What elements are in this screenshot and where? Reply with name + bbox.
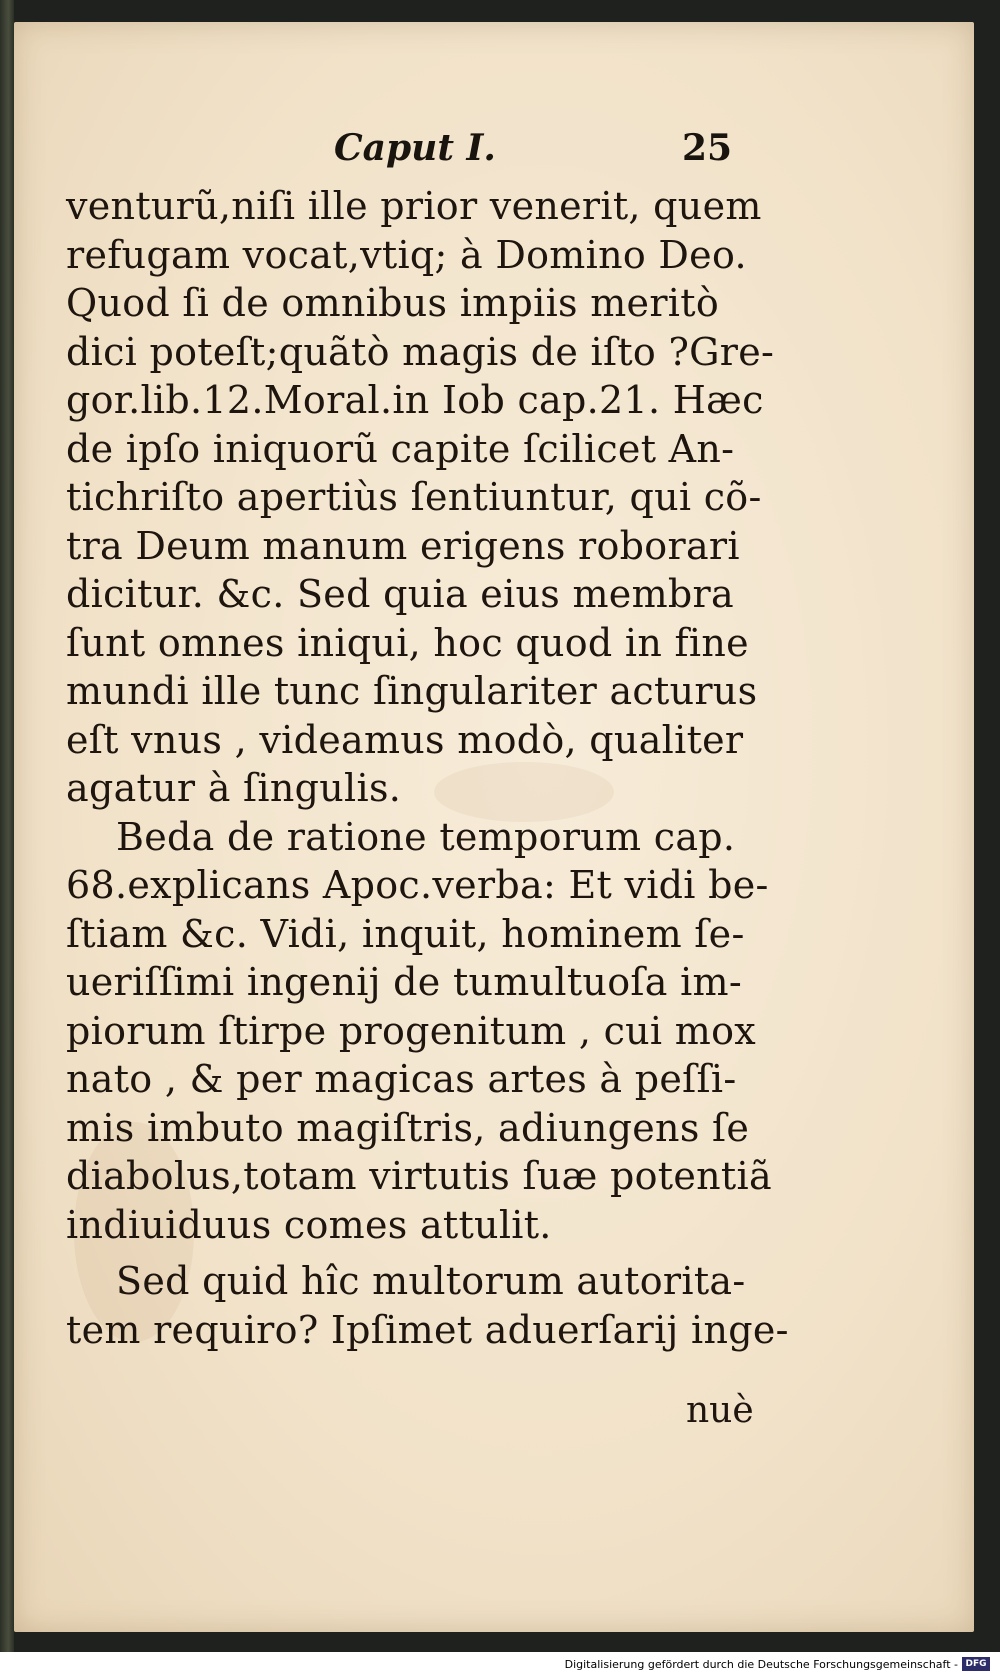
running-head: Caput I. bbox=[334, 127, 496, 169]
text-line: Beda de ratione temporum cap. bbox=[116, 814, 736, 859]
text-line: piorum ſtirpe progenitum , cui mox bbox=[66, 1008, 757, 1053]
text-line: Sed quid hîc multorum autorita- bbox=[116, 1259, 746, 1303]
digitization-footer bbox=[0, 1652, 1000, 1679]
text-line: mundi ille tunc ſingulariter acturus bbox=[66, 669, 758, 713]
text-line: gor.lib.12.Moral.in Iob cap.21. Hæc bbox=[66, 378, 764, 422]
text-line: de ipſo iniquorũ capite ſcilicet An- bbox=[66, 426, 735, 471]
text-line: nato , & per magicas artes à peſſi- bbox=[66, 1057, 737, 1101]
text-line: tichriſto apertiùs ſentiuntur, qui cõ- bbox=[66, 475, 762, 519]
text-line: refugam vocat,vtiq; à Domino Deo. bbox=[66, 232, 747, 277]
text-line: eſt vnus , videamus modò, qualiter bbox=[66, 717, 744, 762]
dfg-logo: DFG bbox=[962, 1657, 990, 1671]
text-line: dicitur. &c. Sed quia eius membra bbox=[66, 572, 734, 616]
text-line: tem requiro? Ipſimet aduerſarij inge- bbox=[66, 1307, 789, 1352]
spine-edge bbox=[0, 0, 14, 1652]
page-number: 25 bbox=[682, 127, 733, 169]
text-line: mis imbuto magiſtris, adiungens ſe bbox=[66, 1105, 750, 1150]
text-line: dici poteſt;quãtò magis de iſto ?Gre- bbox=[66, 329, 775, 374]
text-line: indiuiduus comes attulit. bbox=[66, 1202, 552, 1247]
text-line: diabolus,totam virtutis ſuæ potentiã bbox=[66, 1154, 772, 1198]
text-line: venturũ,niſi ille prior venerit, quem bbox=[66, 184, 762, 228]
text-line: Quod ſi de omnibus impiis meritò bbox=[66, 281, 720, 325]
text-line: ſunt omnes iniqui, hoc quod in fine bbox=[66, 620, 749, 665]
body-text bbox=[66, 182, 789, 1354]
text-line: ſtiam &c. Vidi, inquit, hominem ſe- bbox=[66, 911, 745, 956]
text-line: ueriſſimi ingenij de tumultuoſa im- bbox=[66, 960, 743, 1004]
funding-credit: Digitalisierung gefördert durch die Deutsche Forschungsgemeinschaft - bbox=[564, 1658, 958, 1671]
catchword: nuè bbox=[686, 1390, 754, 1431]
text-line: tra Deum manum erigens roborari bbox=[66, 523, 740, 568]
text-line: agatur à ſingulis. bbox=[66, 766, 402, 810]
book-page bbox=[14, 22, 974, 1632]
text-line: 68.explicans Apoc.verba: Et vidi be- bbox=[66, 863, 769, 907]
page-header bbox=[14, 127, 974, 187]
